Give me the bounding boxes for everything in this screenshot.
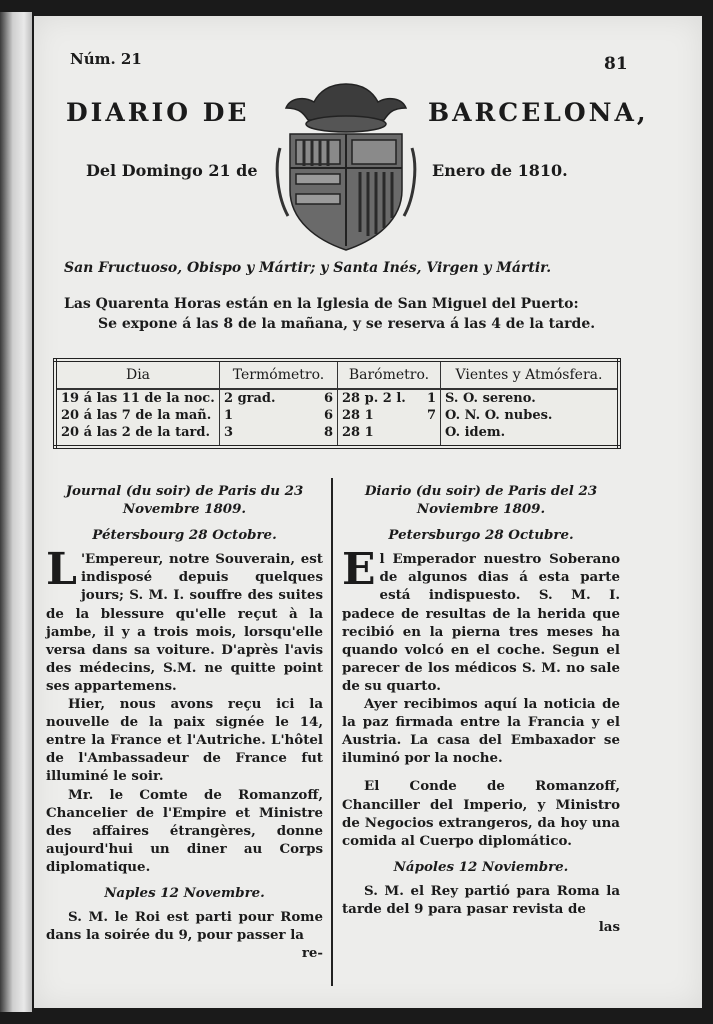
cell-barometro: 28 1 [338,424,441,447]
article-paragraph: El Conde de Romanzoff, Chanciller del Imperio, y Ministro de Negocios extrangeros, da hoy una comida al Cuerpo diplomático. [342,778,620,849]
masthead-right: BARCELONA, [428,98,649,127]
masthead-left: DIARIO DE [66,98,250,127]
dateline: Petersburgo 28 Octubre. [388,527,574,544]
table-row [55,407,619,424]
cell-dia: 19 á las 11 de la noc. [55,389,220,407]
weather-header-row [55,360,619,389]
cell-barometro: 28 1 7 [338,407,441,424]
cell-barometro: 28 p. 2 l. 1 [338,389,441,407]
cell-vientos: S. O. sereno. [445,391,536,406]
newspaper-page [34,16,702,1008]
dateline: Pétersbourg 28 Octobre. [92,527,277,544]
article-paragraph: S. M. el Rey partió para Roma la tarde del 9 para pasar revista de [342,882,620,917]
col-header-vientos: Vientes y Atmósfera. [441,360,620,389]
catchword: re- [301,945,323,962]
cell-termometro: 3 8 [220,424,338,447]
book-binding [0,12,32,1012]
col-header-termometro: Termómetro. [220,360,338,389]
quarenta-horas-line-1: Las Quarenta Horas están en la Iglesia de San Miguel del Puerto: [64,296,579,312]
date-right: Enero de 1810. [432,161,568,180]
article-paragraph: S. M. le Roi est parti pour Rome dans la soirée du 9, pour passer la [46,909,323,944]
weather-table [53,358,621,449]
french-column [46,482,323,962]
cell-vientos: O. N. O. nubes. [445,408,553,423]
table-row [55,389,619,407]
article-paragraph: L 'Empereur, notre Souverain, est indisposé depuis quelques jours; S. M. I. souffre des suites de la blessure qu'elle reçut à la jambe, il y a trois mois, lorsqu'elle versa dans sa voiture. D'après l'avis des médecins, S.M. ne quitte point ses appartemens. [46,544,323,694]
page-number: 81 [604,54,628,74]
saints-of-the-day: San Fructuoso, Obispo y Mártir; y Santa Inés, Virgen y Mártir. [64,260,552,276]
article-paragraph: Hier, nous avons reçu ici la nouvelle de la paix signée le 14, entre la France et l'Autriche. L'hôtel de l'Ambassadeur de France fut illuminé le soir. [46,696,323,785]
col-header-barometro: Barómetro. [338,360,441,389]
cell-vientos: O. idem. [445,425,506,440]
col-header-dia: Dia [55,360,220,389]
column-heading: Diario (du soir) de Paris del 23 Noviembre 1809. [364,483,598,518]
drop-cap: E [342,544,376,596]
cell-termometro: 1 6 [220,407,338,424]
cell-termometro: 2 grad. 6 [220,389,338,407]
catchword: las [598,919,620,936]
column-heading: Journal (du soir) de Paris du 23 Novembre 1809. [65,483,304,518]
coat-of-arms-icon [274,78,419,256]
article-paragraph: Ayer recibimos aquí la noticia de la paz firmada entre la Francia y el Austria. La casa del Embaxador se iluminó por la noche. [342,696,620,767]
drop-cap: L [46,544,77,596]
column-divider [331,478,333,986]
dateline: Nápoles 12 Noviembre. [393,858,569,875]
cell-dia: 20 á las 7 de la mañ. [55,407,220,424]
issue-number: Núm. 21 [70,50,142,68]
spanish-column [342,482,620,936]
table-row [55,424,619,447]
article-paragraph: El Emperador nuestro Soberano de algunos dias á esta parte está indispuesto. S. M. I. padece de resultas de la herida que recibió en la pierna tres meses ha quando volcó en el coche. Segun el parecer de los médicos S. M. no sale de su quarto. [342,544,620,694]
cell-dia: 20 á las 2 de la tard. [55,424,220,447]
quarenta-horas-line-2: Se expone á las 8 de la mañana, y se reserva á las 4 de la tarde. [98,316,596,332]
dateline: Naples 12 Novembre. [104,884,265,901]
article-paragraph: Mr. le Comte de Romanzoff, Chancelier de l'Empire et Ministre des affaires étrangères, donne aujourd'hui un diner au Corps diplomatique. [46,786,323,875]
date-left: Del Domingo 21 de [86,161,258,180]
